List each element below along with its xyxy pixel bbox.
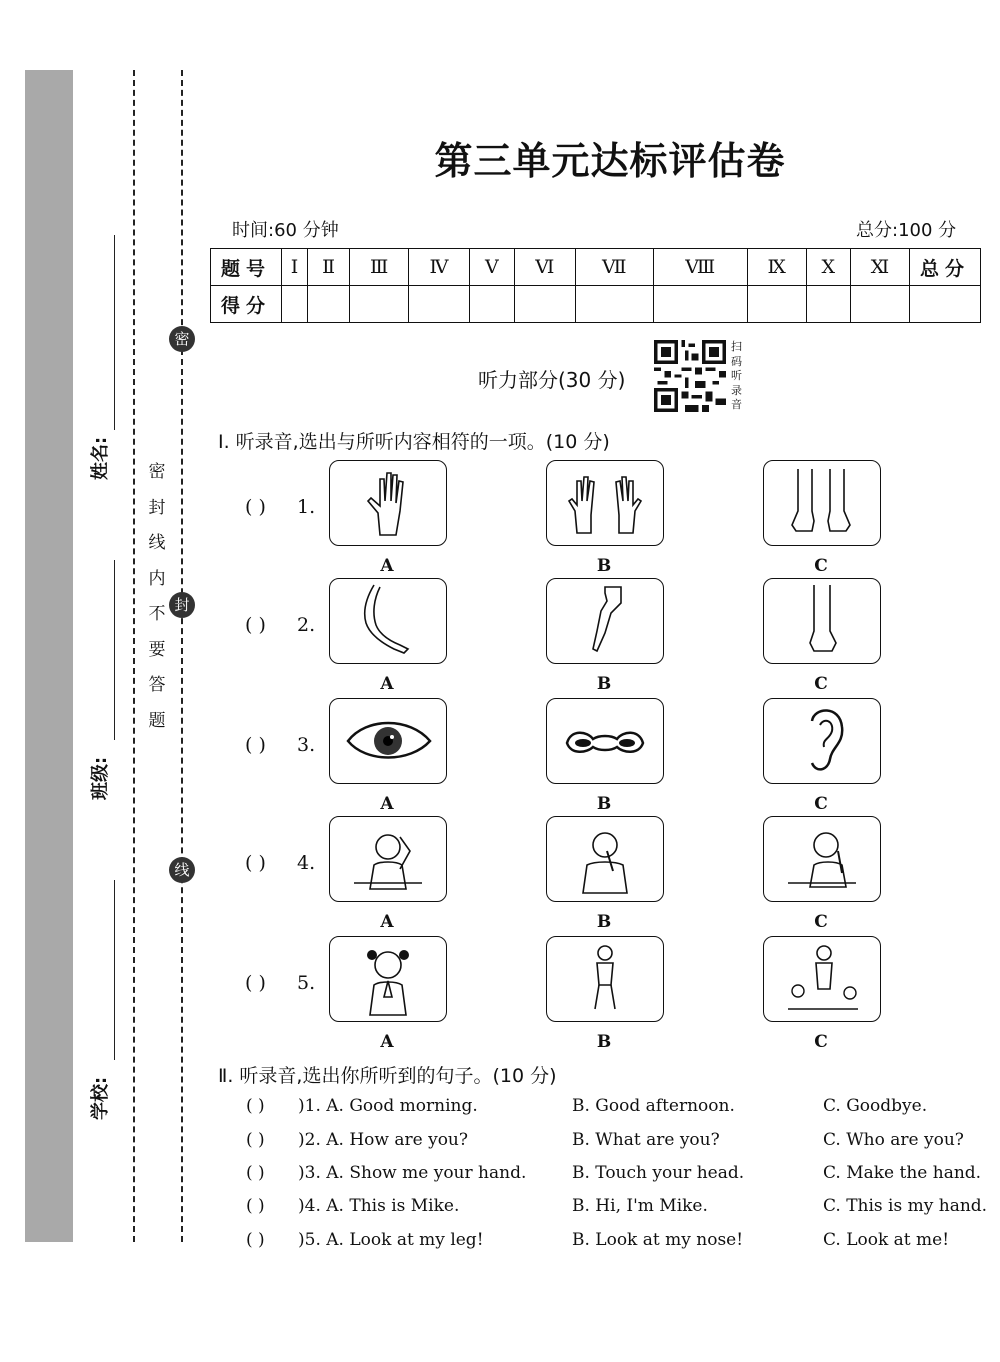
option-card-c[interactable] — [763, 460, 881, 546]
option-c[interactable]: C. Make the hand. — [823, 1163, 982, 1183]
answer-blank[interactable]: ( ) — [246, 1230, 265, 1250]
option-card-c[interactable] — [763, 698, 881, 784]
section1-heading: Ⅰ. 听录音,选出与所听内容相符的一项。(10 分) — [218, 431, 610, 453]
answer-blank[interactable]: ( ) — [245, 496, 266, 518]
option-card-a[interactable] — [329, 578, 447, 664]
option-label-a: A — [380, 912, 394, 932]
seal-xian: 线 — [169, 857, 195, 883]
nose-icon — [547, 699, 663, 783]
option-card-c[interactable] — [763, 936, 881, 1022]
option-label-c: C — [814, 912, 828, 932]
name-label: 姓名: — [90, 436, 111, 480]
foot-icon — [764, 579, 880, 663]
boy-with-kids-icon — [764, 937, 880, 1021]
score-col-11: Ⅺ — [850, 249, 909, 286]
class-label: 班级: — [90, 756, 111, 800]
option-b[interactable]: B. Look at my nose! — [572, 1230, 744, 1250]
score-col-2: Ⅱ — [307, 249, 349, 286]
qr-code-icon[interactable] — [653, 340, 727, 412]
hand-icon — [330, 461, 446, 545]
score-col-6: Ⅵ — [514, 249, 575, 286]
option-card-b[interactable] — [546, 936, 664, 1022]
seal-feng: 封 — [169, 592, 195, 618]
option-label-c: C — [814, 674, 828, 694]
score-row-header: 得分 — [211, 286, 282, 323]
binding-warning: 密封线内不要答题 — [148, 462, 166, 731]
question-number: 2. — [297, 614, 316, 636]
option-card-c[interactable] — [763, 578, 881, 664]
score-col-1: Ⅰ — [282, 249, 308, 286]
score-cell[interactable] — [850, 286, 909, 323]
option-label-c: C — [814, 1032, 828, 1052]
boy-touching-mouth-icon — [547, 817, 663, 901]
option-c[interactable]: C. This is my hand. — [823, 1196, 988, 1216]
option-label-b: B — [596, 912, 612, 932]
binding-dashed-line-left — [133, 70, 135, 1242]
score-col-4: Ⅳ — [409, 249, 470, 286]
option-card-a[interactable] — [329, 460, 447, 546]
option-card-b[interactable] — [546, 816, 664, 902]
score-cell[interactable] — [653, 286, 747, 323]
class-fill-line[interactable] — [114, 560, 115, 740]
score-col-8: Ⅷ — [653, 249, 747, 286]
two-hands-icon — [547, 461, 663, 545]
option-label-a: A — [380, 1032, 394, 1052]
score-cell[interactable] — [409, 286, 470, 323]
school-fill-line[interactable] — [114, 880, 115, 1060]
option-label-b: B — [596, 794, 612, 814]
answer-blank[interactable]: ( ) — [245, 972, 266, 994]
scan-to-listen-label: 扫码听录音 — [731, 340, 742, 411]
question-number: 3. — [297, 734, 316, 756]
time-label: 时间:60 分钟 — [232, 220, 339, 241]
answer-blank[interactable]: ( ) — [246, 1163, 265, 1183]
option-card-c[interactable] — [763, 816, 881, 902]
eye-icon — [330, 699, 446, 783]
option-card-b[interactable] — [546, 460, 664, 546]
answer-blank[interactable]: ( ) — [246, 1196, 265, 1216]
section2-heading: Ⅱ. 听录音,选出你所听到的句子。(10 分) — [218, 1065, 557, 1087]
score-cell[interactable] — [514, 286, 575, 323]
binding-dashed-line-right — [181, 70, 183, 1242]
score-col-5: Ⅴ — [469, 249, 514, 286]
feet-icon — [764, 461, 880, 545]
option-label-c: C — [814, 556, 828, 576]
option-c[interactable]: C. Goodbye. — [823, 1096, 928, 1116]
option-b[interactable]: B. Touch your head. — [572, 1163, 745, 1183]
option-card-b[interactable] — [546, 578, 664, 664]
question-number: 4. — [297, 852, 316, 874]
score-table-score-row — [211, 286, 981, 323]
leg-icon — [547, 579, 663, 663]
option-label-a: A — [380, 556, 394, 576]
page-title: 第三单元达标评估卷 — [434, 138, 786, 183]
picture-question-2 — [245, 578, 885, 696]
score-col-10: Ⅹ — [806, 249, 850, 286]
option-c[interactable]: C. Look at me! — [823, 1230, 950, 1250]
score-cell-total[interactable] — [910, 286, 981, 323]
option-label-b: B — [596, 674, 612, 694]
score-cell[interactable] — [350, 286, 409, 323]
answer-blank[interactable]: ( ) — [246, 1096, 265, 1116]
picture-question-4 — [245, 816, 885, 934]
option-card-b[interactable] — [546, 698, 664, 784]
option-label-a: A — [380, 794, 394, 814]
answer-blank[interactable]: ( ) — [245, 734, 266, 756]
boy-touching-face-icon — [764, 817, 880, 901]
option-label-c: C — [814, 794, 828, 814]
score-cell[interactable] — [806, 286, 850, 323]
binding-margin-strip — [25, 70, 73, 1242]
section1-picture-questions — [245, 460, 885, 1060]
score-col-7: Ⅶ — [575, 249, 653, 286]
arm-icon — [330, 579, 446, 663]
score-cell[interactable] — [307, 286, 349, 323]
seal-mi: 密 — [169, 326, 195, 352]
girl-praying-icon — [330, 937, 446, 1021]
picture-question-1 — [245, 460, 885, 578]
answer-blank[interactable]: ( ) — [245, 852, 266, 874]
option-c[interactable]: C. Who are you? — [823, 1130, 964, 1150]
option-a[interactable]: )3. A. Show me your hand. — [298, 1163, 527, 1183]
picture-question-3 — [245, 698, 885, 816]
option-a[interactable]: )5. A. Look at my leg! — [298, 1230, 484, 1250]
ear-icon — [764, 699, 880, 783]
question-number: 5. — [297, 972, 316, 994]
option-a[interactable]: )1. A. Good morning. — [298, 1096, 478, 1116]
answer-blank[interactable]: ( ) — [245, 614, 266, 636]
name-fill-line[interactable] — [114, 235, 115, 430]
total-col-header: 总分 — [910, 249, 981, 286]
question-number-header: 题号 — [211, 249, 282, 286]
option-a[interactable]: )2. A. How are you? — [298, 1130, 468, 1150]
total-score-label: 总分:100 分 — [856, 220, 957, 241]
score-col-9: Ⅸ — [747, 249, 806, 286]
boy-standing-icon — [547, 937, 663, 1021]
score-table-header-row — [211, 249, 981, 286]
picture-question-5 — [245, 936, 885, 1054]
option-label-a: A — [380, 674, 394, 694]
boy-touching-head-icon — [330, 817, 446, 901]
question-number: 1. — [297, 496, 316, 518]
option-label-b: B — [596, 556, 612, 576]
option-card-a[interactable] — [329, 816, 447, 902]
option-card-a[interactable] — [329, 936, 447, 1022]
score-table — [210, 248, 981, 323]
option-label-b: B — [596, 1032, 612, 1052]
option-b[interactable]: B. What are you? — [572, 1130, 720, 1150]
score-cell[interactable] — [469, 286, 514, 323]
answer-blank[interactable]: ( ) — [246, 1130, 265, 1150]
listening-heading: 听力部分(30 分) — [478, 368, 626, 392]
school-label: 学校: — [90, 1076, 111, 1120]
score-cell[interactable] — [747, 286, 806, 323]
score-cell[interactable] — [575, 286, 653, 323]
score-cell[interactable] — [282, 286, 308, 323]
option-a[interactable]: )4. A. This is Mike. — [298, 1196, 460, 1216]
option-b[interactable]: B. Hi, I'm Mike. — [572, 1196, 708, 1216]
option-b[interactable]: B. Good afternoon. — [572, 1096, 735, 1116]
option-card-a[interactable] — [329, 698, 447, 784]
score-col-3: Ⅲ — [350, 249, 409, 286]
